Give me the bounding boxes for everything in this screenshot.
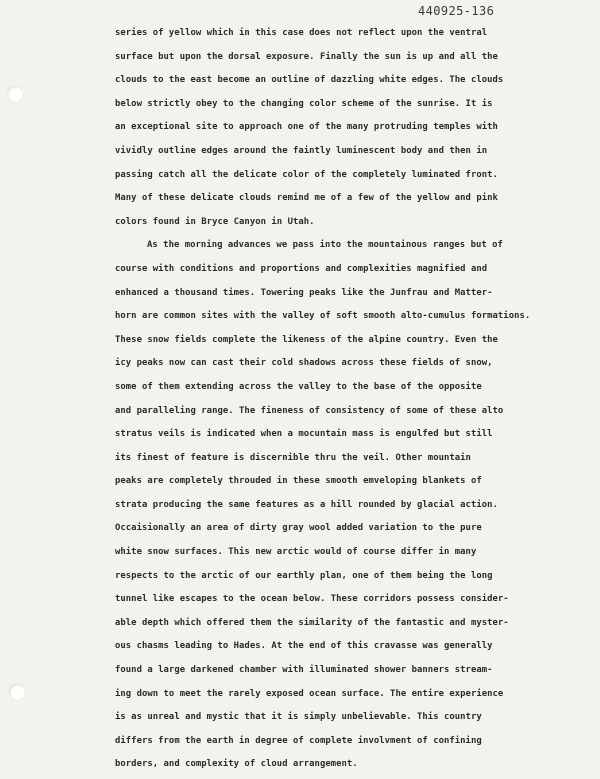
text-line: tunnel like escapes to the ocean below. These corridors possess consider- [115, 594, 509, 605]
body-text [0, 22, 600, 777]
text-line: its finest of feature is discernible thru the veil. Other mountain [115, 452, 471, 463]
text-line: ing down to meet the rarely exposed ocean surface. The entire experience [115, 688, 504, 699]
text-line: surface but upon the dorsal exposure. Finally the sun is up and all the [115, 51, 498, 62]
text-line: ous chasms leading to Hades. At the end of this cravasse was generally [115, 641, 493, 652]
text-line: As the morning advances we pass into the mountainous ranges but of [147, 240, 503, 251]
text-line: stratus veils is indicated when a mocuntain mass is engulfed but still [115, 429, 493, 440]
text-line: enhanced a thousand times. Towering peaks like the Junfrau and Matter- [115, 287, 493, 298]
text-line: is as unreal and mystic that it is simply unbelievable. This country [115, 712, 482, 723]
text-line: some of them extending across the valley to the base of the opposite [115, 381, 482, 392]
text-line: below strictly obey to the changing color scheme of the sunrise. It is [115, 98, 493, 109]
text-line: colors found in Bryce Canyon in Utah. [115, 216, 315, 227]
text-line: able depth which offered them the similarity of the fantastic and myster- [115, 617, 509, 628]
text-line: Occaisionally an area of dirty gray wool added variation to the pure [115, 523, 482, 534]
text-line: peaks are completely throuded in these smooth emveloping blankets of [115, 476, 482, 487]
text-line: white snow surfaces. This new arctic would of course differ in many [115, 547, 477, 558]
text-line: strata producing the same features as a hill rounded by glacial action. [115, 499, 498, 510]
text-line: These snow fields complete the likeness of the alpine country. Even the [115, 334, 498, 345]
text-line: series of yellow which in this case does not reflect upon the ventral [115, 28, 488, 38]
text-line: Many of these delicate clouds remind me of a few of the yellow and pink [115, 193, 498, 204]
document-id: 440925-136 [418, 4, 495, 18]
text-line: an exceptional site to approach one of the many protruding temples with [115, 122, 498, 133]
text-line: differs from the earth in degree of complete involvment of confining [115, 735, 482, 746]
text-line: found a large darkened chamber with illuminated shower banners stream- [115, 665, 493, 676]
text-line: icy peaks now can cast their cold shadows across these fields of snow, [115, 358, 493, 369]
text-line: borders, and complexity of cloud arrangement. [115, 759, 358, 770]
text-line: respects to the arctic of our earthly plan, one of them being the long [115, 570, 493, 581]
text-line: horn are common sites with the valley of soft smooth alto-cumulus formations. [115, 311, 531, 322]
text-line: passing catch all the delicate color of the completely luminated front. [115, 169, 498, 180]
text-line: course with conditions and proportions and complexities magnified and [115, 263, 488, 274]
text-line: and paralleling range. The fineness of consistency of some of these alto [115, 405, 504, 416]
text-line: clouds to the east become an outline of dazzling white edges. The clouds [115, 75, 504, 86]
text-line: vividly outline edges around the faintly luminescent body and then in [115, 145, 488, 156]
